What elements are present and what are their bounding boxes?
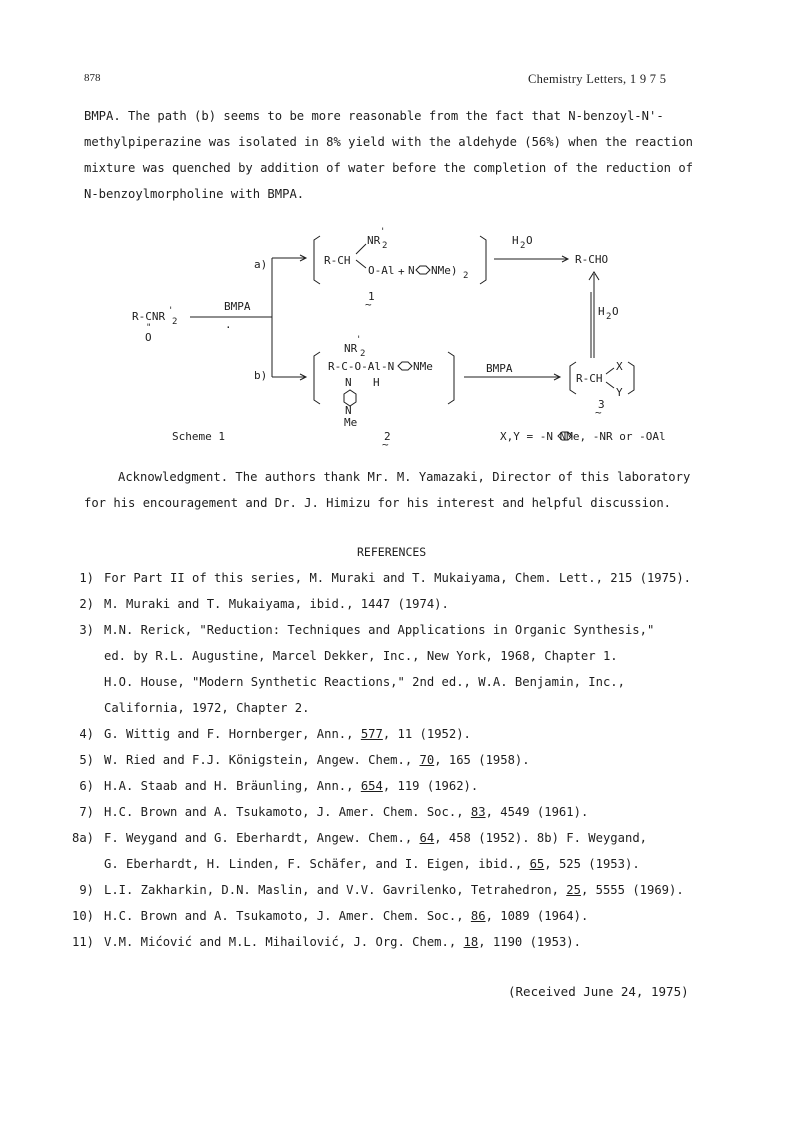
svg-text:2: 2 (520, 241, 526, 251)
received-date: (Received June 24, 1975) (508, 984, 689, 999)
ref-text: H.C. Brown and A. Tsukamoto, J. Amer. Chem. Soc., 83, 4549 (1961). (104, 805, 589, 819)
label-b: b) (254, 369, 268, 382)
ref-number: 5) (79, 753, 94, 767)
ref-number: 4) (79, 727, 94, 741)
svg-text:R-CH: R-CH (576, 372, 603, 385)
intermediate-a-nr2: NR (367, 234, 381, 247)
ref-number: 2) (79, 597, 94, 611)
ref-number: 6) (79, 779, 94, 793)
ref-text: G. Wittig and F. Hornberger, Ann., 577, 11 (1952). (104, 727, 471, 741)
amide-prime: ' (168, 306, 174, 316)
svg-text:2: 2 (360, 349, 366, 359)
ref-text: M.N. Rerick, "Reduction: Techniques and Applications in Organic Synthesis," (104, 623, 655, 637)
amide-label: R-CNR (132, 310, 166, 323)
ref-number: 10) (71, 909, 94, 923)
svg-text:Me: Me (344, 416, 358, 429)
bracket-a-right (480, 236, 486, 284)
ref-text-cont: H.O. House, "Modern Synthetic Reactions," 2nd ed., W.A. Benjamin, Inc., (104, 675, 625, 689)
svg-text:O: O (612, 305, 619, 318)
piperazine-ring-b1 (398, 362, 412, 370)
svg-text:X: X (616, 360, 623, 373)
svg-text:': ' (356, 335, 362, 345)
acknowledgment-line-1: Acknowledgment. The authors thank Mr. M. Yamazaki, Director of this laboratory (118, 470, 691, 484)
compound-2: 2 (384, 430, 391, 443)
label-a: a) (254, 258, 268, 271)
bond-a-2 (356, 260, 366, 268)
svg-text:~: ~ (365, 298, 372, 311)
ref-text-cont: G. Eberhardt, H. Linden, F. Schäfer, and I. Eigen, ibid., 65, 525 (1953). (104, 857, 640, 871)
reaction-scheme (120, 222, 740, 452)
product-aldehyde: R-CHO (575, 253, 609, 266)
ref-number: 11) (71, 935, 94, 949)
ref-text-cont: California, 1972, Chapter 2. (104, 701, 310, 715)
ref-text: L.I. Zakharkin, D.N. Maslin, and V.V. Gavrilenko, Tetrahedron, 25, 5555 (1969). (104, 883, 684, 897)
ref-text: M. Muraki and T. Mukaiyama, ibid., 1447 (1974). (104, 597, 449, 611)
svg-text:O: O (526, 234, 533, 247)
svg-text:~: ~ (382, 438, 389, 451)
svg-text:': ' (380, 227, 386, 237)
svg-text:Y: Y (616, 386, 623, 399)
body-line-2: methylpiperazine was isolated in 8% yield with the aldehyde (56%) when the reaction (84, 135, 694, 149)
body-line-3: mixture was quenched by addition of water before the completion of the reduction of (84, 161, 694, 175)
svg-text:NMe: NMe (413, 360, 433, 373)
intermediate-a-oal: O-Al (368, 264, 395, 277)
piperazine-ring-a (416, 266, 430, 274)
xy-definition: X,Y = -N NMe, -NR or -OAl (500, 430, 666, 443)
bmpa-reagent-2: BMPA (486, 362, 513, 375)
acknowledgment-line-2: for his encouragement and Dr. J. Himizu for his interest and helpful discussion. (84, 496, 671, 510)
svg-text:H: H (373, 376, 380, 389)
bracket-b-left (314, 352, 320, 404)
svg-text:~: ~ (595, 406, 602, 419)
intermediate-a-rch: R-CH (324, 254, 351, 267)
svg-text:N: N (408, 264, 415, 277)
h2o-side: H (598, 305, 605, 318)
amide-dbl: " (146, 323, 152, 333)
dot-mark: . (225, 318, 232, 331)
ref-text: For Part II of this series, M. Muraki and T. Mukaiyama, Chem. Lett., 215 (1975). (104, 571, 691, 585)
bracket-b-right (448, 352, 454, 404)
ref-number: 9) (79, 883, 94, 897)
page-number: 878 (84, 72, 101, 84)
ref-number: 8a) (71, 831, 94, 845)
svg-text:NMe): NMe) (431, 264, 458, 277)
svg-text:N: N (345, 404, 352, 417)
scheme-caption: Scheme 1 (172, 430, 225, 443)
body-line-1: BMPA. The path (b) seems to be more reasonable from the fact that N-benzoyl-N'- (84, 109, 664, 123)
compound-3: 3 (598, 398, 605, 411)
ref-number: 7) (79, 805, 94, 819)
ref-text: V.M. Mićović and M.L. Mihailović, J. Org. Chem., 18, 1190 (1953). (104, 935, 581, 949)
running-head: Chemistry Letters, 1 9 7 5 (528, 72, 667, 86)
compound-1: 1 (368, 290, 375, 303)
ref-number: 1) (79, 571, 94, 585)
ref-text: F. Weygand and G. Eberhardt, Angew. Chem., 64, 458 (1952). 8b) F. Weygand, (104, 831, 647, 845)
ref-number: 3) (79, 623, 94, 637)
ref-text: H.A. Staab and H. Bräunling, Ann., 654, 119 (1962). (104, 779, 479, 793)
ref-text: W. Ried and F.J. Königstein, Angew. Chem., 70, 165 (1958). (104, 753, 530, 767)
intermediate-b: R-C-O-Al-N (328, 360, 395, 373)
bond-a-1 (356, 244, 366, 254)
references-heading: REFERENCES (357, 545, 427, 559)
svg-text:2: 2 (463, 271, 469, 281)
bmpa-reagent-1: BMPA (224, 300, 251, 313)
body-line-4: N-benzoylmorpholine with BMPA. (84, 187, 305, 201)
h2o-top: H (512, 234, 519, 247)
amide-o: O (145, 331, 152, 344)
amide-sub: 2 (172, 317, 178, 327)
bracket-a-left (314, 236, 320, 284)
bracket-3-right (628, 362, 634, 394)
svg-text:NR: NR (344, 342, 358, 355)
ref-text-cont: ed. by R.L. Augustine, Marcel Dekker, Inc., New York, 1968, Chapter 1. (104, 649, 618, 663)
svg-text:N: N (345, 376, 352, 389)
svg-text:+: + (398, 265, 405, 278)
svg-text:2: 2 (382, 241, 388, 251)
ref-text: H.C. Brown and A. Tsukamoto, J. Amer. Chem. Soc., 86, 1089 (1964). (104, 909, 589, 923)
svg-text:2: 2 (606, 312, 612, 322)
